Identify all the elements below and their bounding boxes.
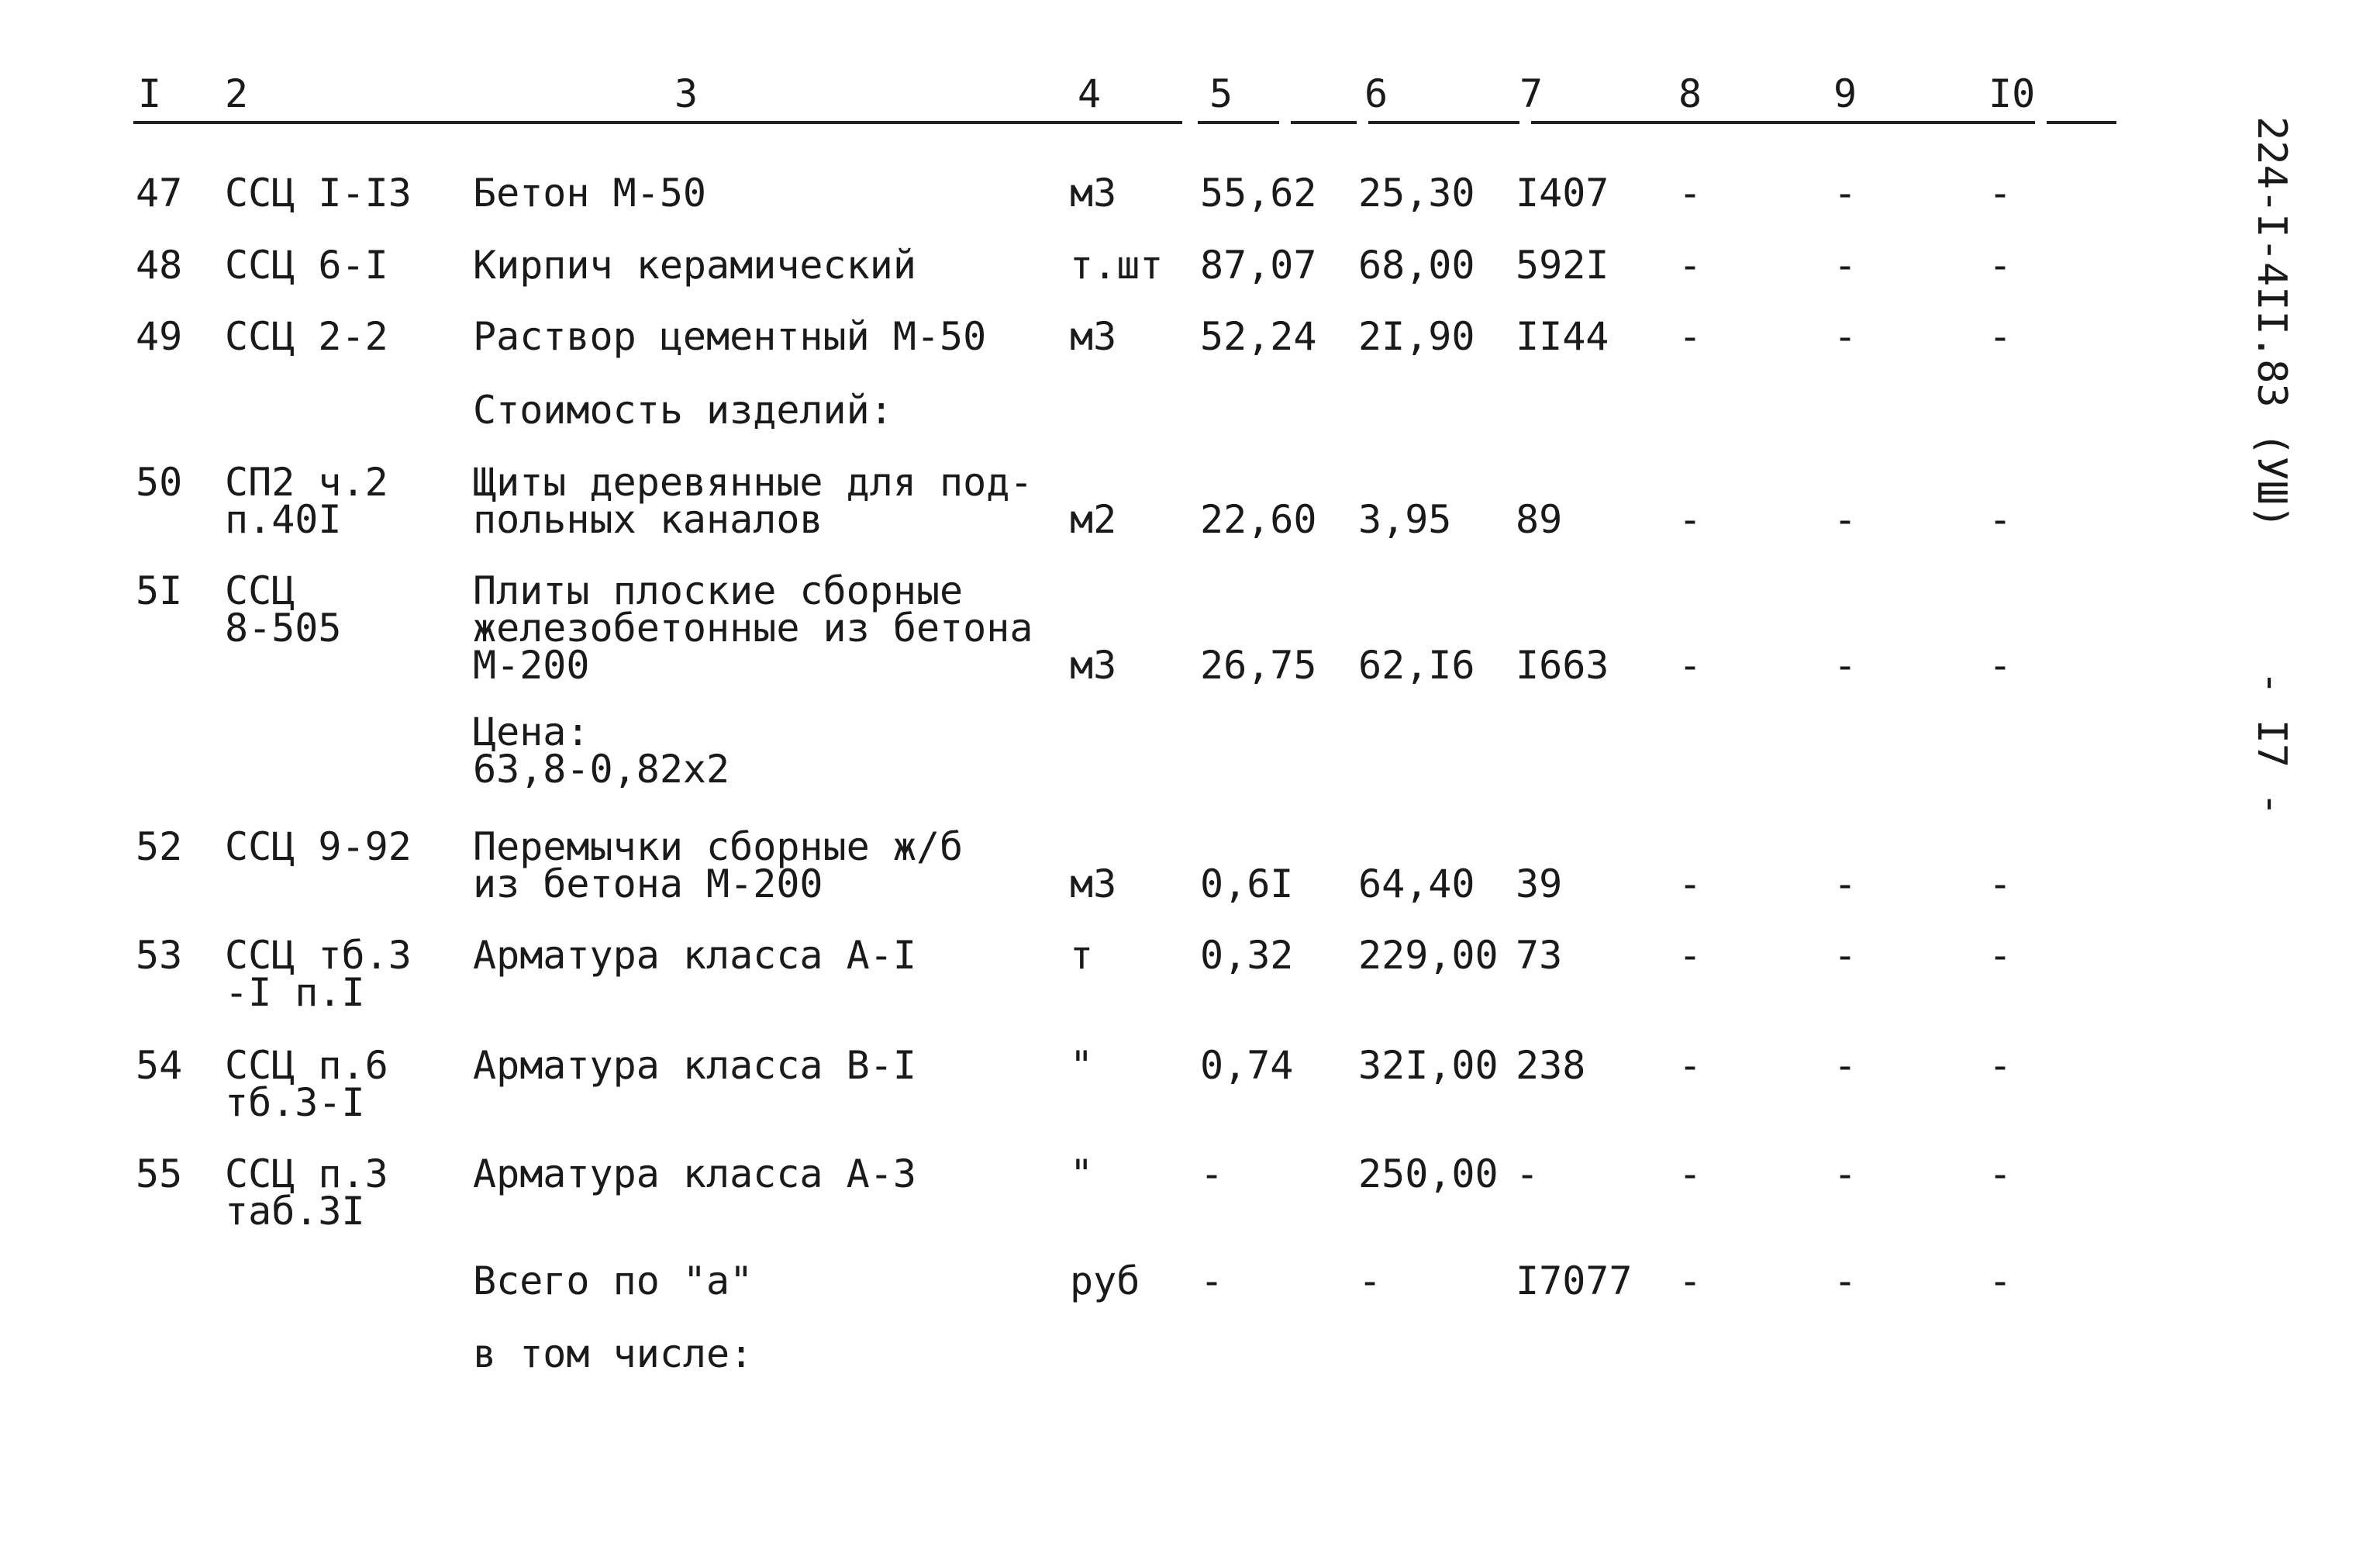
row-total: II44 — [1516, 314, 1609, 359]
row-code: ССЦ I-I3 — [225, 171, 412, 216]
row-description: Кирпич керамический — [473, 243, 916, 288]
row-code: п.40I — [225, 497, 342, 542]
row-unit: м3 — [1070, 314, 1117, 359]
row-c8: - — [1678, 243, 1702, 288]
document-code: 224-I-4II.83 (УШ) — [2248, 116, 2295, 530]
row-c9: - — [1833, 171, 1857, 216]
row-number: 5I — [136, 568, 183, 613]
row-c10: - — [1989, 861, 2013, 906]
row-description: Арматура класса В-I — [473, 1043, 916, 1088]
row-number: 49 — [136, 314, 183, 359]
column-header: 5 — [1209, 71, 1233, 116]
row-qty: - — [1200, 1151, 1224, 1196]
column-header: I0 — [1989, 71, 2036, 116]
row-price: 229,00 — [1358, 933, 1499, 978]
row-c10: - — [1989, 1151, 2013, 1196]
row-c9: - — [1833, 497, 1857, 542]
row-number: 53 — [136, 933, 183, 978]
header-underline — [133, 121, 1182, 124]
row-description: в том числе: — [473, 1331, 754, 1376]
column-header: 4 — [1078, 71, 1102, 116]
row-code: -I п.I — [225, 970, 365, 1015]
row-description: Стоимость изделий: — [473, 388, 893, 433]
row-c8: - — [1678, 933, 1702, 978]
row-price: 2I,90 — [1358, 314, 1475, 359]
row-price: 62,I6 — [1358, 643, 1475, 688]
row-c9: - — [1833, 933, 1857, 978]
row-description: Бетон М-50 — [473, 171, 707, 216]
row-c9: - — [1833, 1043, 1857, 1088]
row-unit: м2 — [1070, 497, 1117, 542]
row-qty: 55,62 — [1200, 171, 1317, 216]
row-total: 238 — [1516, 1043, 1586, 1088]
row-code: ССЦ п.3 — [225, 1151, 388, 1196]
column-header: 3 — [674, 71, 698, 116]
row-description: Плиты плоские сборные — [473, 568, 964, 613]
row-c9: - — [1833, 1151, 1857, 1196]
header-underline — [1531, 121, 2035, 124]
row-description: Всего по "а" — [473, 1258, 754, 1303]
row-c10: - — [1989, 933, 2013, 978]
row-c9: - — [1833, 1258, 1857, 1303]
row-qty: 0,32 — [1200, 933, 1294, 978]
row-c10: - — [1989, 497, 2013, 542]
row-qty: 0,74 — [1200, 1043, 1294, 1088]
row-code: 8-505 — [225, 606, 342, 651]
row-unit: руб — [1070, 1258, 1140, 1303]
row-qty: 52,24 — [1200, 314, 1317, 359]
column-header: 9 — [1833, 71, 1857, 116]
row-description: Цена: — [473, 709, 590, 754]
row-total: I407 — [1516, 171, 1609, 216]
row-description: Раствор цементный М-50 — [473, 314, 987, 359]
row-number: 55 — [136, 1151, 183, 1196]
row-unit: " — [1070, 1151, 1094, 1196]
row-total: I663 — [1516, 643, 1609, 688]
row-number: 47 — [136, 171, 183, 216]
row-qty: 26,75 — [1200, 643, 1317, 688]
row-description: из бетона М-200 — [473, 861, 823, 906]
row-c10: - — [1989, 1258, 2013, 1303]
row-qty: 22,60 — [1200, 497, 1317, 542]
header-underline — [1368, 121, 1519, 124]
row-total: I7077 — [1516, 1258, 1633, 1303]
row-c9: - — [1833, 861, 1857, 906]
column-header: I — [138, 71, 162, 116]
header-underline — [1291, 121, 1357, 124]
row-c8: - — [1678, 497, 1702, 542]
row-description: польных каналов — [473, 497, 823, 542]
row-description: Арматура класса А-3 — [473, 1151, 916, 1196]
row-total: 39 — [1516, 861, 1563, 906]
row-c10: - — [1989, 643, 2013, 688]
row-c8: - — [1678, 1043, 1702, 1088]
column-header: 7 — [1519, 71, 1544, 116]
column-header: 8 — [1678, 71, 1702, 116]
row-c10: - — [1989, 243, 2013, 288]
row-qty: - — [1200, 1258, 1224, 1303]
row-code: ССЦ п.6 — [225, 1043, 388, 1088]
row-c9: - — [1833, 643, 1857, 688]
header-underline — [2047, 121, 2116, 124]
row-code: ССЦ 6-I — [225, 243, 388, 288]
row-price: 64,40 — [1358, 861, 1475, 906]
row-price: 32I,00 — [1358, 1043, 1499, 1088]
row-price: 3,95 — [1358, 497, 1452, 542]
header-underline — [1198, 121, 1279, 124]
row-code: таб.3I — [225, 1189, 365, 1234]
row-qty: 87,07 — [1200, 243, 1317, 288]
row-description: Перемычки сборные ж/б — [473, 824, 964, 869]
row-code: ССЦ 9-92 — [225, 824, 412, 869]
row-c8: - — [1678, 1151, 1702, 1196]
row-number: 52 — [136, 824, 183, 869]
row-c8: - — [1678, 1258, 1702, 1303]
row-number: 50 — [136, 460, 183, 505]
row-unit: м3 — [1070, 643, 1117, 688]
row-code: СП2 ч.2 — [225, 460, 388, 505]
row-c10: - — [1989, 1043, 2013, 1088]
row-unit: м3 — [1070, 861, 1117, 906]
row-c8: - — [1678, 643, 1702, 688]
row-code: тб.3-I — [225, 1080, 365, 1125]
row-code: ССЦ тб.3 — [225, 933, 412, 978]
column-header: 2 — [225, 71, 249, 116]
row-description: 63,8-0,82х2 — [473, 747, 730, 792]
row-description: Арматура класса А-I — [473, 933, 916, 978]
row-unit: т.шт — [1070, 243, 1164, 288]
row-unit: т — [1070, 933, 1094, 978]
row-c8: - — [1678, 861, 1702, 906]
row-code: ССЦ 2-2 — [225, 314, 388, 359]
row-c9: - — [1833, 243, 1857, 288]
row-price: 250,00 — [1358, 1151, 1499, 1196]
column-header: 6 — [1364, 71, 1388, 116]
row-qty: 0,6I — [1200, 861, 1294, 906]
row-total: 89 — [1516, 497, 1563, 542]
row-code: ССЦ — [225, 568, 295, 613]
row-total: - — [1516, 1151, 1540, 1196]
row-number: 48 — [136, 243, 183, 288]
row-price: 25,30 — [1358, 171, 1475, 216]
row-c9: - — [1833, 314, 1857, 359]
row-unit: м3 — [1070, 171, 1117, 216]
page-number: - I7 - — [2248, 671, 2295, 816]
row-description: Щиты деревянные для под- — [473, 460, 1033, 505]
row-c10: - — [1989, 171, 2013, 216]
row-total: 73 — [1516, 933, 1563, 978]
row-description: М-200 — [473, 643, 590, 688]
row-description: железобетонные из бетона — [473, 606, 1033, 651]
row-c8: - — [1678, 314, 1702, 359]
row-c10: - — [1989, 314, 2013, 359]
row-price: 68,00 — [1358, 243, 1475, 288]
row-number: 54 — [136, 1043, 183, 1088]
row-price: - — [1358, 1258, 1382, 1303]
row-unit: " — [1070, 1043, 1094, 1088]
row-total: 592I — [1516, 243, 1609, 288]
row-c8: - — [1678, 171, 1702, 216]
